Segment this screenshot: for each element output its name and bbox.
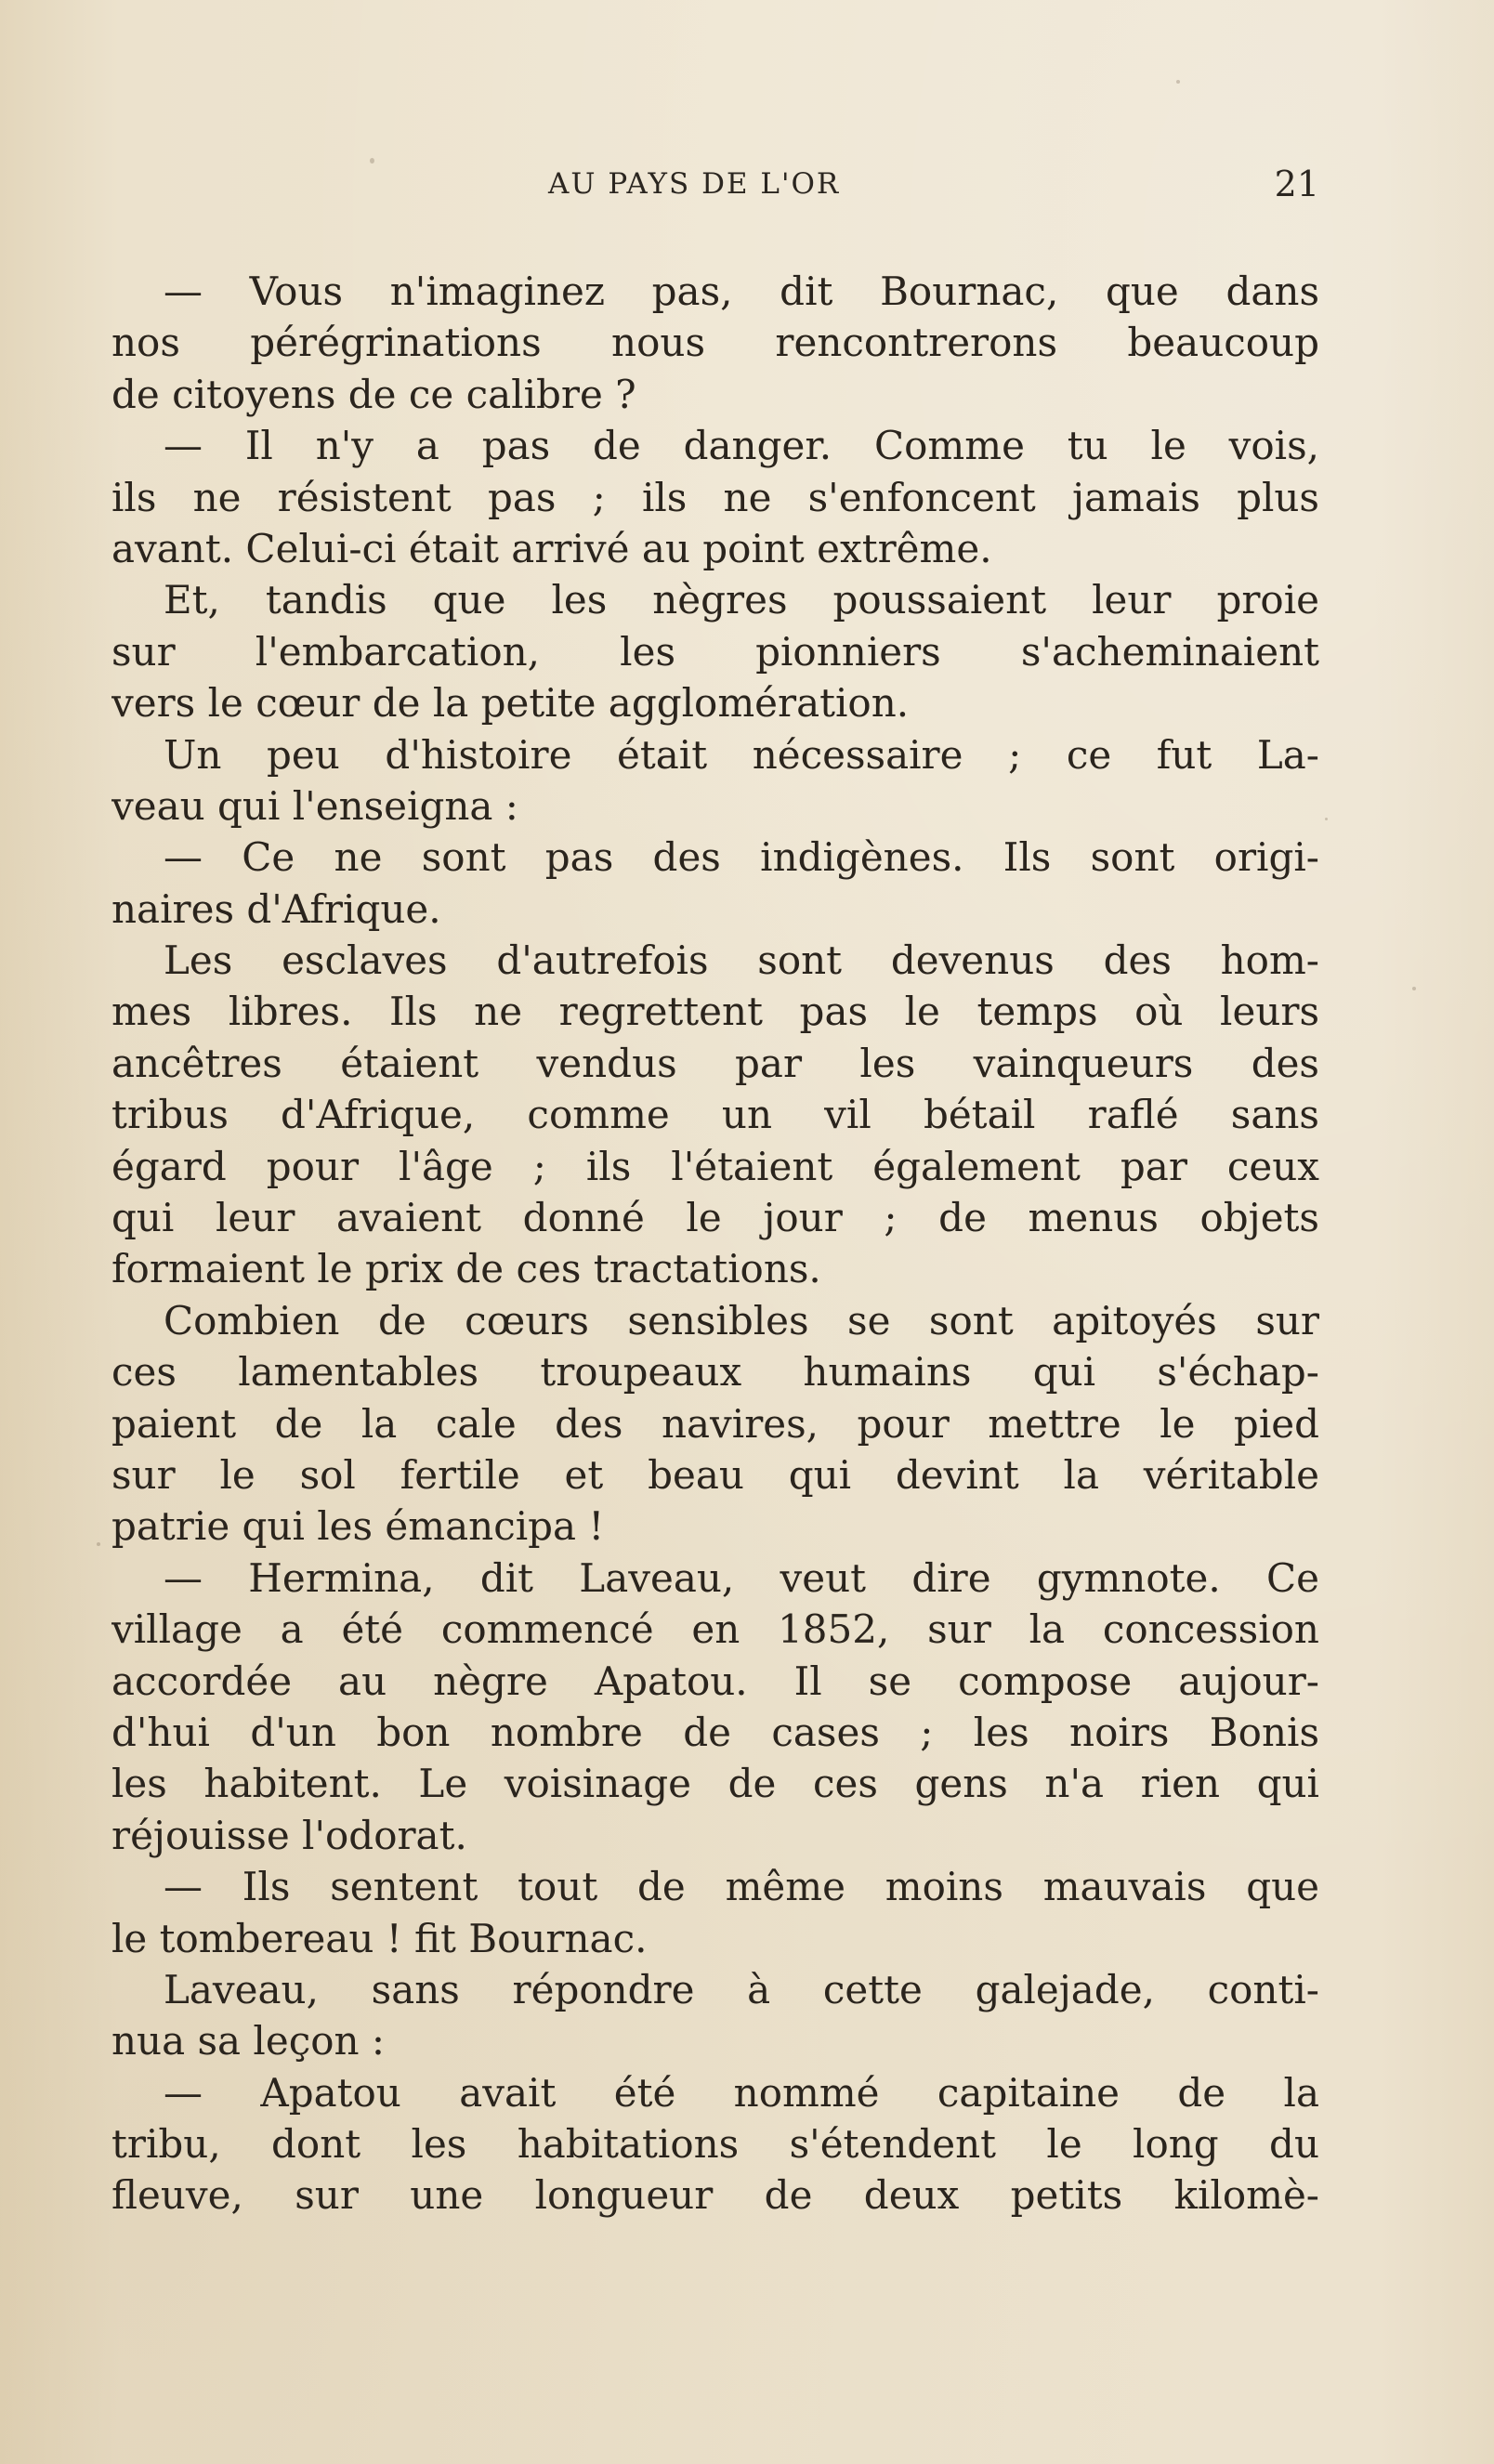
text-line: ancêtres étaient vendus par les vainqueurs des (111, 1040, 1319, 1086)
text-line: ces lamentables troupeaux humains qui s'échap- (111, 1349, 1319, 1396)
text-line: veau qui l'enseigna : (111, 782, 518, 829)
text-line: mes libres. Ils ne regrettent pas le temps où leurs (111, 989, 1319, 1035)
paper-speck (370, 158, 374, 164)
paper-speck (1325, 818, 1328, 820)
text-line: ils ne résistent pas ; ils ne s'enfoncent jamais plus (111, 474, 1319, 520)
text-line: — Ce ne sont pas des indigènes. Ils sont origi- (164, 834, 1319, 881)
text-line: patrie qui les émancipa ! (111, 1503, 605, 1550)
text-line: Un peu d'histoire était nécessaire ; ce fut La- (164, 731, 1319, 778)
text-line: naires d'Afrique. (111, 885, 441, 932)
text-line: — Vous n'imaginez pas, dit Bournac, que dans (164, 269, 1319, 314)
text-line: les habitent. Le voisinage de ces gens n'a rien qui (111, 1761, 1319, 1807)
text-line: village a été commencé en 1852, sur la concession (111, 1606, 1319, 1653)
text-line: paient de la cale des navires, pour mettre le pied (111, 1400, 1319, 1447)
text-line: fleuve, sur une longueur de deux petits kilomè- (111, 2172, 1319, 2219)
text-line: nua sa leçon : (111, 2018, 386, 2064)
paper-speck (97, 1542, 100, 1546)
text-line: qui leur avaient donné le jour ; de menus objets (111, 1195, 1319, 1241)
page-header (111, 164, 1319, 214)
text-line: Laveau, sans répondre à cette galejade, conti- (164, 1966, 1319, 2012)
text-line: — Apatou avait été nommé capitaine de la (164, 2069, 1319, 2116)
text-line: le tombereau ! fit Bournac. (111, 1915, 648, 1961)
text-line: nos pérégrinations nous rencontrerons beaucoup (111, 320, 1319, 366)
text-line: tribu, dont les habitations s'étendent le long du (111, 2121, 1319, 2168)
text-line: — Il n'y a pas de danger. Comme tu le vois, (164, 423, 1319, 469)
text-line: de citoyens de ce calibre ? (111, 371, 636, 417)
text-line: égard pour l'âge ; ils l'étaient également par ceux (111, 1143, 1319, 1189)
text-line: réjouisse l'odorat. (111, 1812, 467, 1858)
text-line: Combien de cœurs sensibles se sont apitoyés sur (164, 1297, 1319, 1343)
text-line: sur l'embarcation, les pionniers s'acheminaient (111, 628, 1319, 675)
text-line: d'hui d'un bon nombre de cases ; les noirs Bonis (111, 1709, 1319, 1755)
text-line: formaient le prix de ces tractations. (111, 1246, 821, 1292)
text-line: vers le cœur de la petite agglomération. (111, 680, 910, 727)
text-line: Les esclaves d'autrefois sont devenus des hom- (164, 937, 1319, 984)
text-line: — Hermina, dit Laveau, veut dire gymnote. Ce (164, 1554, 1319, 1601)
text-line: accordée au nègre Apatou. Il se compose aujour- (111, 1658, 1319, 1704)
text-line: Et, tandis que les nègres poussaient leur proie (164, 577, 1319, 623)
text-line: — Ils sentent tout de même moins mauvais que (164, 1864, 1319, 1910)
paper-speck (1412, 987, 1416, 990)
body-text (111, 266, 1319, 2222)
paper-speck (1176, 80, 1180, 84)
text-line: avant. Celui-ci était arrivé au point extrême. (111, 525, 992, 571)
text-line: tribus d'Afrique, comme un vil bétail raflé sans (111, 1092, 1319, 1138)
text-line: sur le sol fertile et beau qui devint la véritable (111, 1451, 1319, 1498)
page-number: 21 (1274, 164, 1319, 204)
running-title: AU PAYS DE L'OR (548, 167, 841, 201)
